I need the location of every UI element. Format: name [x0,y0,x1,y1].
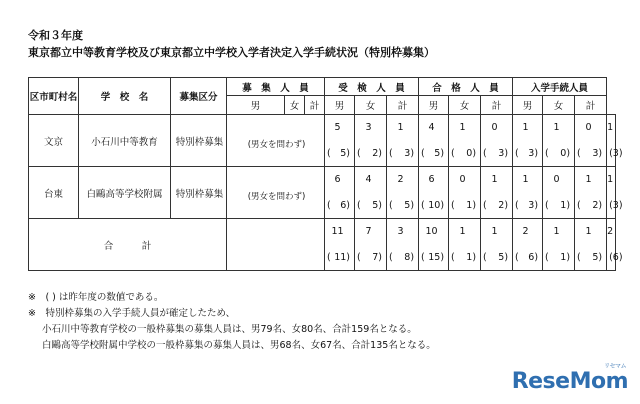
previous-year-value: 5 [340,147,347,159]
current-year-value: 6 [325,167,355,193]
previous-year-value: 6 [612,251,619,263]
value-cell: ( 5) [575,245,607,271]
previous-year-value: 5 [592,251,599,263]
value-cell: ( 5) [325,141,355,167]
current-year-value: 1 [607,167,616,193]
resemom-logo [511,363,628,394]
previous-year-value: 3 [528,199,535,211]
current-year-value: 1 [387,115,419,141]
previous-year-value: 5 [434,147,441,159]
value-cell: ( 1) [543,245,575,271]
header-applicants: 受 検 人 員 [325,78,419,96]
value-cell: ( 6) [513,245,543,271]
category-cell: 特別枠募集 [171,115,227,167]
footnotes [28,290,436,354]
value-cell: ( 10) [419,193,449,219]
value-cell: ( 3) [387,141,419,167]
blank-cell [227,219,325,271]
school-cell: 小石川中等教育 [79,115,171,167]
document-title: 東京都立中等教育学校及び東京都立中学校入学者決定入学手続状況（特別枠募集） [28,46,435,59]
previous-year-value: 5 [372,199,379,211]
previous-year-value: 2 [372,147,379,159]
value-cell: ( 11) [325,245,355,271]
current-year-value: 1 [543,219,575,245]
value-cell: ( 3) [513,193,543,219]
header-recruit: 募 集 人 員 [227,78,325,96]
value-cell: ( 2) [575,193,607,219]
footnote: ※ ( ) は昨年度の数値である。 [28,292,164,303]
sub-male: 男 [325,96,355,115]
previous-year-value: 1 [560,251,567,263]
current-year-value: 4 [355,167,387,193]
current-year-value: 0 [575,115,607,141]
sub-total: 計 [575,96,607,115]
previous-year-value: 3 [612,147,619,159]
current-year-value: 7 [355,219,387,245]
current-year-value: 10 [419,219,449,245]
value-cell: ( 1) [449,245,481,271]
sub-male: 男 [227,96,285,115]
value-cell: ( 1) [543,193,575,219]
previous-year-value: 1 [466,199,473,211]
header-enrolled: 入学手続人員 [513,78,607,96]
previous-year-value: 2 [592,199,599,211]
previous-year-value: 3 [612,199,619,211]
current-year-value: 1 [449,219,481,245]
sub-total: 計 [387,96,419,115]
current-year-value: 1 [543,115,575,141]
current-year-value: 1 [575,219,607,245]
footnote: 白鷗高等学校附属中学校の一般枠募集の募集人員は、男68名、女67名、合計135名となる。 [42,340,436,351]
sub-total: 計 [481,96,513,115]
value-cell: ( 1) [449,193,481,219]
total-row [29,219,616,245]
sub-male: 男 [419,96,449,115]
current-year-value: 3 [355,115,387,141]
current-year-value: 0 [449,167,481,193]
header-category: 募集区分 [171,78,227,115]
header-school: 学 校 名 [79,78,171,115]
year-label: 令和３年度 [28,29,83,42]
previous-year-value: 0 [560,147,567,159]
value-cell: ( 5) [355,193,387,219]
previous-year-value: 1 [560,199,567,211]
current-year-value: 6 [419,167,449,193]
previous-year-value: 1 [466,251,473,263]
sub-total: 計 [305,96,325,115]
logo-text: ReseMom [511,369,628,394]
value-cell: ( 3) [513,141,543,167]
value-cell: ( 5) [481,245,513,271]
current-year-value: 3 [387,219,419,245]
value-cell: ( 3) [575,141,607,167]
current-year-value: 4 [419,115,449,141]
category-cell: 特別枠募集 [171,167,227,219]
sub-female: 女 [543,96,575,115]
previous-year-value: 15 [428,251,441,263]
school-cell: 白鷗高等学校附属 [79,167,171,219]
previous-year-value: 3 [498,147,505,159]
previous-year-value: 3 [528,147,535,159]
district-cell: 台東 [29,167,79,219]
value-cell: ( 3) [607,193,616,219]
sub-female: 女 [285,96,305,115]
gender-note-cell: (男女を問わず) [227,115,325,167]
current-year-value: 1 [481,167,513,193]
previous-year-value: 6 [340,199,347,211]
current-year-value: 1 [449,115,481,141]
value-cell: ( 2) [355,141,387,167]
current-year-value: 1 [607,115,616,141]
previous-year-value: 10 [428,199,441,211]
current-year-value: 5 [325,115,355,141]
footnote: ※ 特別枠募集の入学手続人員が確定したため、 [28,308,236,319]
value-cell: ( 7) [355,245,387,271]
value-cell: ( 0) [543,141,575,167]
current-year-value: 2 [513,219,543,245]
enrollment-table [28,77,623,271]
footnote: 小石川中等教育学校の一般枠募集の募集人員は、男79名、女80名、合計159名となる。 [42,324,417,335]
current-year-value: 11 [325,219,355,245]
current-year-value: 2 [607,219,616,245]
header-district: 区市町村名 [29,78,79,115]
previous-year-value: 3 [592,147,599,159]
table-row [29,167,616,193]
value-cell: ( 6) [607,245,616,271]
table-row [29,115,616,141]
previous-year-value: 11 [334,251,347,263]
value-cell: ( 6) [325,193,355,219]
previous-year-value: 8 [404,251,411,263]
value-cell: ( 15) [419,245,449,271]
value-cell: ( 8) [387,245,419,271]
value-cell: ( 5) [419,141,449,167]
district-cell: 文京 [29,115,79,167]
current-year-value: 1 [575,167,607,193]
current-year-value: 0 [543,167,575,193]
current-year-value: 2 [387,167,419,193]
sub-female: 女 [355,96,387,115]
total-label: 合 計 [29,219,227,271]
value-cell: ( 5) [387,193,419,219]
previous-year-value: 6 [528,251,535,263]
current-year-value: 1 [513,115,543,141]
sub-female: 女 [449,96,481,115]
current-year-value: 1 [481,219,513,245]
current-year-value: 0 [481,115,513,141]
value-cell: ( 2) [481,193,513,219]
previous-year-value: 5 [498,251,505,263]
current-year-value: 1 [513,167,543,193]
previous-year-value: 0 [466,147,473,159]
sub-male: 男 [513,96,543,115]
value-cell: ( 3) [481,141,513,167]
value-cell: ( 3) [607,141,616,167]
previous-year-value: 3 [404,147,411,159]
gender-note-cell: (男女を問わず) [227,167,325,219]
logo-subtext: リセマム [604,363,626,370]
value-cell: ( 0) [449,141,481,167]
previous-year-value: 5 [404,199,411,211]
previous-year-value: 2 [498,199,505,211]
header-passed: 合 格 人 員 [419,78,513,96]
previous-year-value: 7 [372,251,379,263]
